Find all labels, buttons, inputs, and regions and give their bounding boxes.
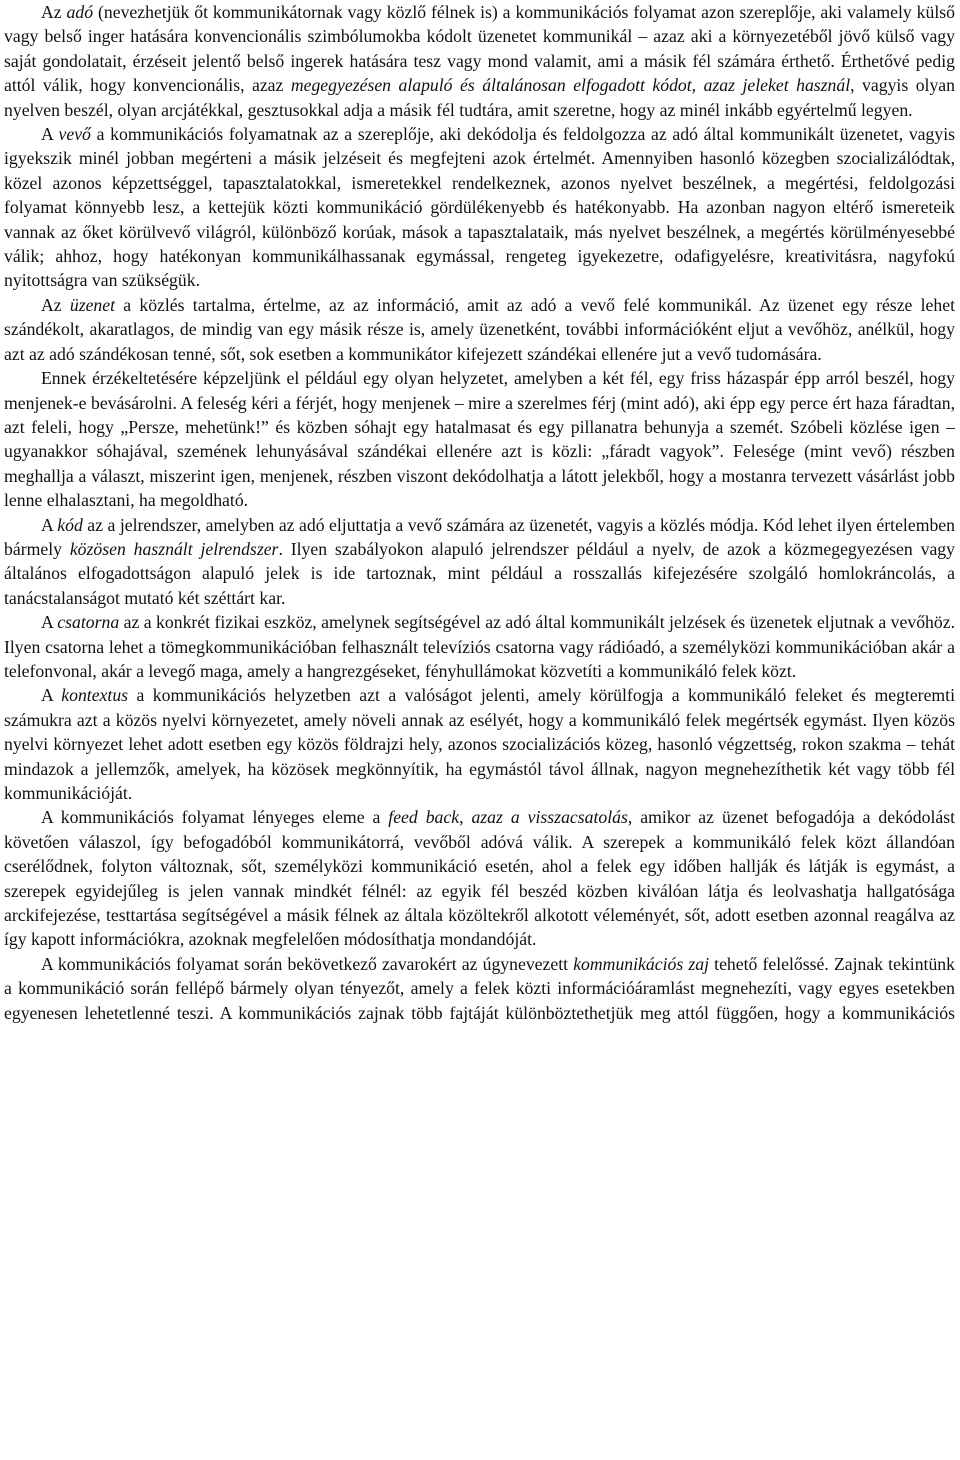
text-run: tehető felelőssé. Zajnak tekintünk a kommunikáció során fellépő bármely olyan tényezőt, amely a felek közti információáramlást megnehezíti, vagy egyes esetekben egyenesen lehetetlenné teszi. A kommunikációs zajnak több fajtáját különböztethetjük meg attól függően, hogy a kommunikációs <box>4 953 955 1023</box>
text-run: az a konkrét fizikai eszköz, amelynek segítségével az adó által kommunikált jelzések és üzenetek eljutnak a vevőhöz. Ilyen csatorna lehet a tömegkommunikációban felhasznált televíziós csatorna vagy rádióadó, a személyközi kommunikációban akár a telefonvonal, akár a levegő maga, amely a hangrezgéseket, fényhullámokat közvetíti a kommunikáló felek közt. <box>4 612 956 681</box>
text-run: A <box>41 514 58 535</box>
paragraph-feedback <box>4 805 955 951</box>
text-run: A <box>41 685 62 706</box>
italic-term: közösen használt jelrendszer <box>69 538 279 559</box>
text-run: az a jelrendszer, amelyben az adó eljuttatja a vevő számára az üzenetét, vagyis a közlés módja. Kód lehet ilyen értelemben bármely <box>4 514 955 559</box>
italic-term: csatorna <box>57 612 120 633</box>
text-run: Az <box>41 2 67 22</box>
text-run: (nevezhetjük őt kommunikátornak vagy közlő félnek is) a kommunikációs folyamat azon szereplője, aki valamely külső vagy belső inger hatására konvencionális szimbólumokba kódolt üzenetet kommunikál – azaz aki a környezetéből jövő külső vagy saját gondolatait, érzéseit jelentő belső ingerek hatására tesz vagy mond valamit, ami a másik fél számára érthető. Érthetővé pedig attól válik, hogy konvencionális, azaz <box>4 2 956 96</box>
text-run: A <box>41 124 59 145</box>
text-run: Az <box>41 294 70 315</box>
text-run: a kommunikációs folyamatnak az a szereplője, aki dekódolja és feldolgozza az adó által kommunikált üzenetet, vagyis igyekszik minél jobban megérteni a másik jelzéseit és megfejteni azok értelmét. Amennyiben hasonló közegben szocializálódtak, közel azonos képzettséggel, tapasztalatokkal, ismeretekkel rendelkeznek, azonos nyelvet beszélnek, a megértési, feldolgozási folyamat könnyebb lesz, a kettejük közti kommunikáció gördülékenyebb és hatékonyabb. Ha azonban nagyon eltérő ismereteik vannak az őket körülvevő világról, különböző korúak, mások a tapasztalataik, más nyelvet beszélnek, a megértés körülményesebbé válik; ahhoz, hogy hatékonyan kommunikálhassanak egymással, rengeteg igyekezetre, odafigyelésre, kreativitásra, nagyfokú nyitottságra van szükségük. <box>4 124 956 291</box>
italic-term: adó <box>66 2 94 22</box>
text-run: a kommunikációs helyzetben azt a valóságot jelenti, amely körülfogja a kommunikáló feleket és megteremti számukra azt a közös nyelvi környezetet, amely növeli annak az esélyét, hogy a kommunikáló felek megértsék egymást. Ilyen közös nyelvi környezet lehet adott esetben egy közös földrajzi hely, azonos szocializációs közeg, hasonló végzettség, rokon szakma – tehát mindazok a jellemzők, amelyek, ha közösek megkönnyítik, ha egymástól távol állnak, nagyon megnehezíthetik két vagy több fél kommunikációját. <box>4 685 956 803</box>
text-run: A kommunikációs folyamat lényeges eleme a <box>41 807 389 828</box>
paragraph-zaj <box>4 952 955 1025</box>
text-run: . Ilyen szabályokon alapuló jelrendszer például a nyelv, de azok a közmegegyezésen vagy általános elfogadottságon alapuló jelek is ide tartoznak, mint például a rosszallás kifejezésére szolgáló homlokráncolás, a tanácstalanságot mutató két széttárt kar. <box>4 538 955 608</box>
paragraph-uzenet <box>4 293 955 366</box>
text-run: , amikor az üzenet befogadója a dekódolást követően válaszol, így befogadóból kommunikátorrá, vevőből adóvá válik. A szerepek a kommunikáló felek közt állandóan cserélődnek, folyton változnak, sőt, személyközi kommunikáció esetén, ahol a felek egy időben hallják és látják is egymást, a szerepek egyidejűleg is jelen vannak mindkét félnél: az egyik fél beszéd közben kiválóan látja és leolvashatja hallgatósága arckifejezése, testtartása segítségével a másik félnek az általa közöltekről alkotott véleményét, sőt, adott esetben azonnal reagálva az így kapott információkra, azoknak megfelelően módosíthatja mondandóját. <box>4 807 956 950</box>
paragraph-csatorna <box>4 610 955 683</box>
paragraph-vevo <box>4 122 955 293</box>
paragraph-example <box>4 366 955 512</box>
paragraph-ado <box>4 0 955 122</box>
paragraph-kontextus <box>4 683 955 805</box>
italic-term: vevő <box>58 124 91 145</box>
italic-term: kód <box>57 514 83 535</box>
text-run: , vagyis olyan nyelven beszél, olyan arcjátékkal, gesztusokkal adja a másik fél tudtára, amit szeretne, hogy az minél inkább egyértelmű legyen. <box>4 75 955 120</box>
italic-term: megegyezésen alapuló és általánosan elfogadott kódot, azaz jeleket használ <box>290 75 851 96</box>
italic-term: feed back, azaz a visszacsatolás <box>388 807 628 828</box>
document-page <box>4 0 955 1025</box>
text-run: Ennek érzékeltetésére képzeljünk el például egy olyan helyzetet, amelyben a két fél, egy friss házaspár épp arról beszél, hogy menjenek-e bevásárolni. A feleség kéri a férjét, hogy menjenek – mire a szerelmes férj (mint adó), aki épp egy perce ért haza fáradtan, azt feleli, hogy „Persze, mehetünk!” és közben sóhajt egy hatalmasat és egy pillanatra behunyja a szemét. Szóbeli közlése igen – ugyanakkor sóhajával, szemének lehunyásával szándékai ellenére azt is közli: „fáradt vagyok”. Felesége (mint vevő) részben meghallja a választ, miszerint igen, menjenek, részben viszont dekódolhatja a látott jelekből, hogy a mostanra tervezett vásárlást jobb lenne elhalasztani, ha megoldható. <box>4 368 955 511</box>
text-run: A kommunikációs folyamat során bekövetkező zavarokért az úgynevezett <box>41 953 574 974</box>
italic-term: kontextus <box>61 685 129 706</box>
italic-term: kommunikációs zaj <box>573 953 710 974</box>
paragraph-kod <box>4 513 955 611</box>
italic-term: üzenet <box>69 294 116 315</box>
text-run: a közlés tartalma, értelme, az az információ, amit az adó a vevő felé kommunikál. Az üzenet egy része lehet szándékolt, akaratlagos, de mindig van egy másik része is, amely üzenetként, további információként eljut a vevőhöz, anélkül, hogy azt az adó szándékosan tenné, sőt, sok esetben a kommunikátor kifejezett szándékai ellenére jut a vevő tudomására. <box>4 294 955 364</box>
text-run: A <box>41 612 58 633</box>
